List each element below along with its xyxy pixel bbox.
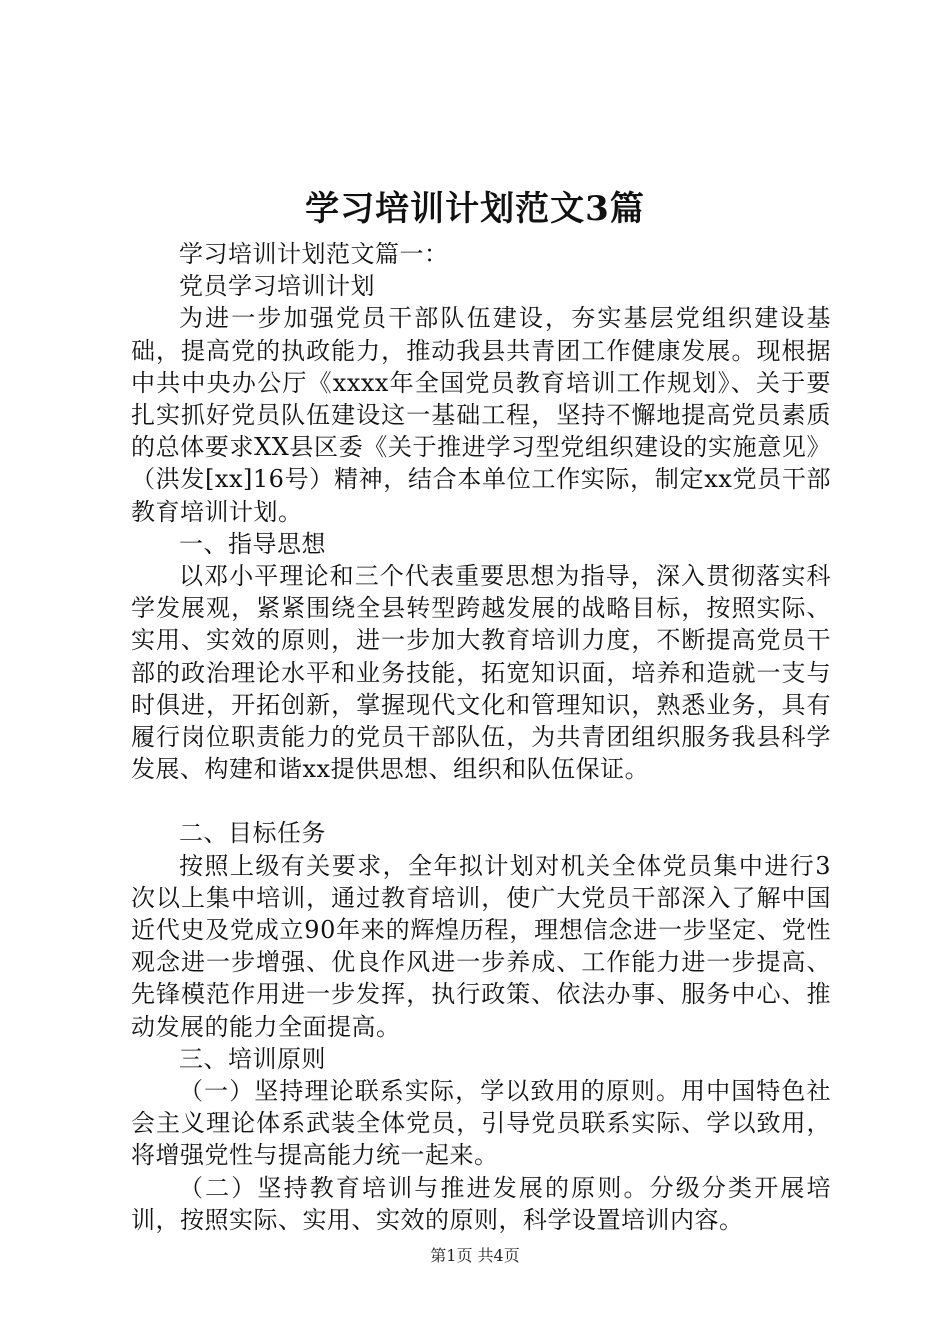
paragraph-principle-one: （一）坚持理论联系实际，学以致用的原则。用中国特色社会主义理论体系武装全体党员，引导党员联系实际、学以致用，将增强党性与提高能力统一起来。: [131, 1077, 831, 1170]
plan-subtitle: 党员学习培训计划: [179, 272, 375, 301]
section-heading-goals: 二、目标任务: [179, 819, 326, 848]
section-heading-guiding-thought: 一、指导思想: [179, 529, 326, 558]
paragraph-goals: 按照上级有关要求，全年拟计划对机关全体党员集中进行3次以上集中培训，通过教育培训，使广大党员干部深入了解中国近代史及党成立90年来的辉煌历程，理想信念进一步坚定、党性观念进一步增强、优良作风进一步养成、工作能力进一步提高、先锋模范作用进一步发挥，执行政策、依法办事、服务中心、推动发展的能力全面提高。: [131, 851, 831, 1041]
paragraph-intro: 为进一步加强党员干部队伍建设，夯实基层党组织建设基础，提高党的执政能力，推动我县共青团工作健康发展。现根据中共中央办公厅《xxxx年全国党员教育培训工作规划》、关于要扎实抓好党员队伍建设这一基础工程，坚持不懈地提高党员素质的总体要求XX县区委《关于推进学习型党组织建设的实施意见》（洪发[xx]16号）精神，结合本单位工作实际，制定xx党员干部教育培训计划。: [131, 304, 831, 526]
document-title: 学习培训计划范文3篇: [305, 189, 645, 229]
section-heading-principles: 三、培训原则: [179, 1044, 326, 1073]
document-body: [131, 238, 831, 1236]
page-number-footer: 第1页 共4页: [430, 1246, 520, 1265]
paragraph-principle-two: （二）坚持教育培训与推进发展的原则。分级分类开展培训，按照实际、实用、实效的原则，科学设置培训内容。: [131, 1173, 831, 1234]
section-heading-part-one: 学习培训计划范文篇一：: [179, 240, 449, 268]
paragraph-guiding-thought: 以邓小平理论和三个代表重要思想为指导，深入贯彻落实科学发展观，紧紧围绕全县转型跨越发展的战略目标，按照实际、实用、实效的原则，进一步加大教育培训力度，不断提高党员干部的政治理论水平和业务技能，拓宽知识面，培养和造就一支与时俱进，开拓创新，掌握现代文化和管理知识，熟悉业务，具有履行岗位职责能力的党员干部队伍，为共青团组织服务我县科学发展、构建和谐xx提供思想、组织和队伍保证。: [131, 562, 831, 784]
